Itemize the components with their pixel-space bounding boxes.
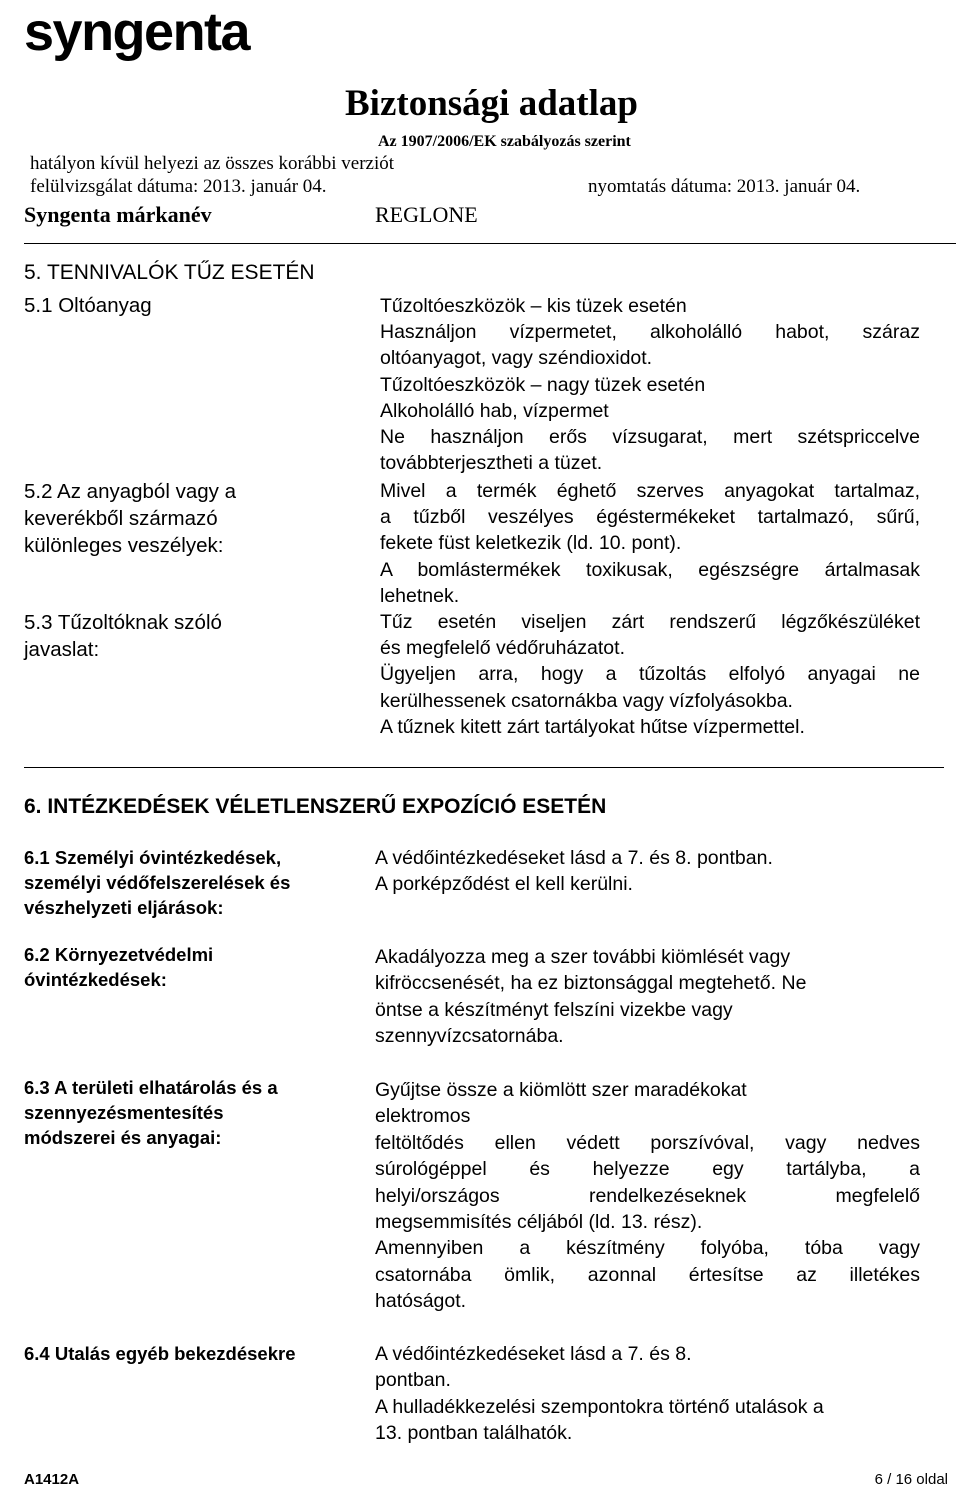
label-line: javaslat: xyxy=(24,638,100,661)
text-line: kerülhessenek csatornákba vagy vízfolyásokba. xyxy=(380,689,793,712)
brand-label: Syngenta márkanév xyxy=(24,202,212,227)
section-6-2-label xyxy=(24,942,344,992)
section-5-3-text xyxy=(380,609,920,740)
section-6-4-label: 6.4 Utalás egyéb bekezdésekre xyxy=(24,1343,296,1364)
text-line: A védőintézkedéseket lásd a 7. és 8. pontban. xyxy=(375,847,773,869)
section-divider xyxy=(24,767,944,768)
label-line: különleges veszélyek: xyxy=(24,534,224,557)
label-line: 6.2 Környezetvédelmi xyxy=(24,944,214,965)
section-6-3-label xyxy=(24,1075,344,1150)
text-line: lehetnek. xyxy=(380,584,460,607)
label-line: 5.2 Az anyagból vagy a xyxy=(24,480,236,503)
text-line: csatornába ömlik, azonnal értesítse az illetékes xyxy=(375,1263,920,1286)
text-line: A hulladékkezelési szempontokra történő utalások a xyxy=(375,1395,824,1418)
text-line: szennyvízcsatornába. xyxy=(375,1025,564,1048)
section-6-2-text xyxy=(375,944,920,1050)
text-line: pontban. xyxy=(375,1369,451,1392)
supersede-note: hatályon kívül helyezi az összes korábbi verziót xyxy=(30,153,395,174)
text-line: és megfelelő védőruházatot. xyxy=(380,637,625,660)
page-number: 6 / 16 oldal xyxy=(874,1471,948,1488)
text-line: Ne használjon erős vízsugarat, mert szétspriccelve xyxy=(380,426,920,449)
text-line: A tűznek kitett zárt tartályokat hűtse vízpermettel. xyxy=(380,715,805,738)
text-line: súrológéppel és helyezze egy tartályba, a xyxy=(375,1158,920,1181)
text-line: feltöltődés ellen védett porszívóval, vagy nedves xyxy=(375,1131,920,1154)
product-name: REGLONE xyxy=(375,202,478,227)
text-line: 13. pontban találhatók. xyxy=(375,1422,573,1445)
section-5-2-text xyxy=(380,478,920,609)
section-6-1-label xyxy=(24,845,344,920)
label-line: keverékből származó xyxy=(24,507,218,530)
label-line: személyi védőfelszerelések és xyxy=(24,872,291,893)
text-line: A porképződést el kell kerülni. xyxy=(375,873,633,896)
text-line: oltóanyagot, vagy széndioxidot. xyxy=(380,347,653,370)
section-6-4-text xyxy=(375,1341,920,1447)
text-line: elektromos xyxy=(375,1105,471,1128)
section-5-3-label xyxy=(24,609,354,663)
text-line: Ügyeljen arra, hogy a tűzoltás elfolyó anyagai ne xyxy=(380,663,920,686)
label-line: módszerei és anyagai: xyxy=(24,1127,222,1148)
text-line: Gyűjtse össze a kiömlött szer maradékokat xyxy=(375,1079,747,1101)
label-line: szennyezésmentesítés xyxy=(24,1102,224,1123)
section-6-heading: 6. INTÉZKEDÉSEK VÉLETLENSZERŰ EXPOZÍCIÓ ESETÉN xyxy=(24,795,607,818)
text-line: helyi/országos rendelkezéseknek megfelelő xyxy=(375,1184,920,1207)
label-line: 6.1 Személyi óvintézkedések, xyxy=(24,847,282,868)
text-line: Amennyiben a készítmény folyóba, tóba vagy xyxy=(375,1237,920,1260)
section-6-1-text xyxy=(375,845,920,898)
label-line: vészhelyzeti eljárások: xyxy=(24,897,224,918)
syngenta-logo: syngenta xyxy=(24,2,250,62)
text-line: Mivel a termék éghető szerves anyagokat tartalmaz, xyxy=(380,480,920,502)
text-line: öntse a készítményt felszíni vizekbe vagy xyxy=(375,998,733,1021)
section-5-1-label: 5.1 Oltóanyag xyxy=(24,294,152,317)
revision-date: felülvizsgálat dátuma: 2013. január 04. xyxy=(30,176,327,197)
document-title: Biztonsági adatlap xyxy=(345,83,638,124)
document-code: A1412A xyxy=(24,1471,80,1488)
section-5-1-text xyxy=(380,293,920,476)
label-line: 6.3 A területi elhatárolás és a xyxy=(24,1077,278,1098)
text-line: Tűzoltóeszközök – nagy tüzek esetén xyxy=(380,373,706,396)
text-line: Akadályozza meg a szer további kiömlését vagy xyxy=(375,946,791,968)
regulation-line: Az 1907/2006/EK szabályozás szerint xyxy=(378,133,631,150)
text-line: megsemmisítés céljából (ld. 13. rész). xyxy=(375,1211,703,1234)
text-line: Tűz esetén viseljen zárt rendszerű légzőkészüléket xyxy=(380,611,920,633)
text-line: kifröccsenését, ha ez biztonsággal megtehető. Ne xyxy=(375,972,807,995)
print-date: nyomtatás dátuma: 2013. január 04. xyxy=(588,176,861,197)
section-5-2-label xyxy=(24,478,354,559)
text-line: továbbterjesztheti a tüzet. xyxy=(380,452,603,475)
section-5-heading: 5. TENNIVALÓK TŰZ ESETÉN xyxy=(24,261,315,284)
text-line: a tűzből veszélyes égéstermékeket tartalmazó, sűrű, xyxy=(380,506,920,529)
header-divider xyxy=(24,243,956,244)
text-line: fekete füst keletkezik (ld. 10. pont). xyxy=(380,532,682,555)
text-line: Tűzoltóeszközök – kis tüzek esetén xyxy=(380,295,687,317)
text-line: Alkoholálló hab, vízpermet xyxy=(380,399,609,422)
text-line: A védőintézkedéseket lásd a 7. és 8. xyxy=(375,1343,692,1365)
text-line: Használjon vízpermetet, alkoholálló habot, száraz xyxy=(380,321,920,344)
section-6-3-text xyxy=(375,1077,920,1315)
text-line: A bomlástermékek toxikusak, egészségre ártalmasak xyxy=(380,558,920,581)
text-line: hatóságot. xyxy=(375,1290,467,1313)
label-line: 5.3 Tűzoltóknak szóló xyxy=(24,611,222,634)
label-line: óvintézkedések: xyxy=(24,969,167,990)
